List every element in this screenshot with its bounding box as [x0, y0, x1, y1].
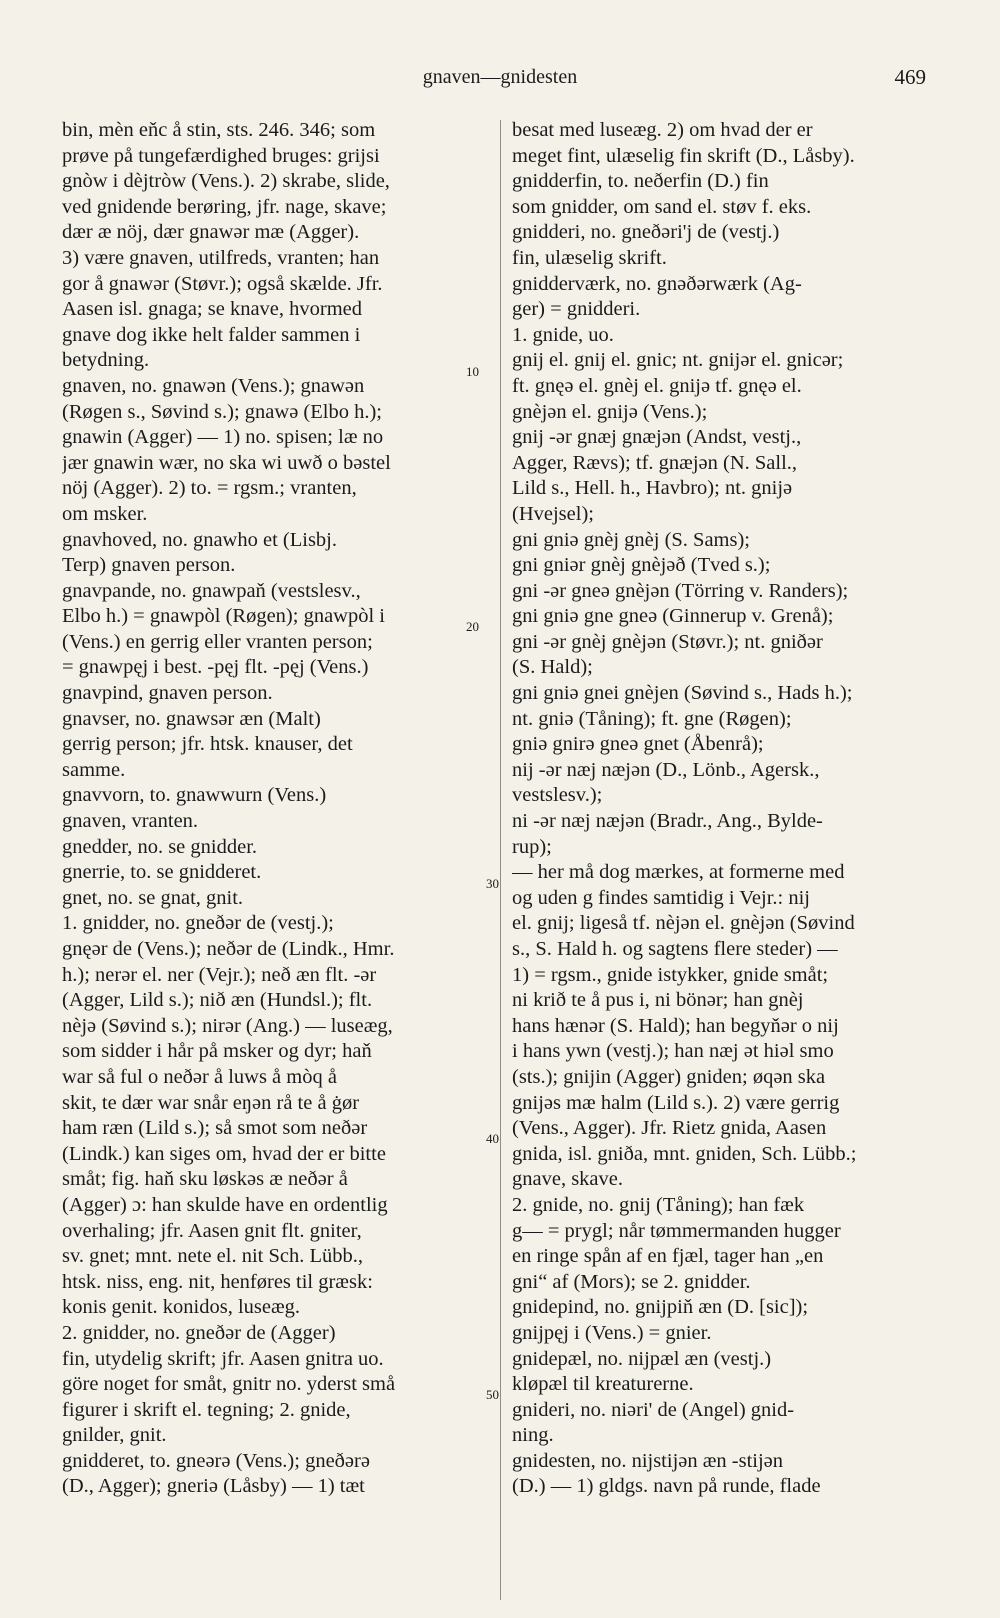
text-line: Lild s., Hell. h., Havbro); nt. gnijə — [512, 477, 793, 500]
text-line: gnòw i dèjtròw (Vens.). 2) skrabe, slide, — [62, 170, 390, 193]
text-line: samme. — [62, 758, 126, 781]
text-line: ni krið te å pus i, ni bönər; han gnèj — [512, 989, 804, 1012]
text-line: gnaven, vranten. — [62, 810, 199, 833]
text-line: (Agger) ɔ: han skulde have en ordentlig — [62, 1193, 388, 1216]
text-line: småt; fig. haň sku løskəs æ neðər å — [62, 1168, 348, 1191]
text-line: gnidesten, no. nijstijən æn -stijən — [512, 1449, 784, 1472]
text-line: gnavvorn, to. gnawwurn (Vens.) — [62, 784, 327, 807]
text-line: gnèjən el. gnijə (Vens.); — [512, 400, 708, 423]
text-line: göre noget for småt, gnitr no. yderst små — [62, 1373, 396, 1396]
text-line: ham ræn (Lild s.); så smot som neðər — [62, 1117, 368, 1140]
text-line: s., S. Hald h. og sagtens flere steder) — — [512, 938, 838, 960]
text-line: (Hvejsel); — [512, 502, 594, 525]
text-line: gnidderi, no. gneðəri'j de (vestj.) — [512, 221, 780, 244]
text-line: el. gnij; ligeså tf. nèjən el. gnèjən (Søvind — [512, 912, 855, 935]
text-line: = gnawpęj i best. -pęj flt. -pęj (Vens.) — [62, 656, 369, 679]
text-line: gni gniə gnei gnèjen (Søvind s., Hads h.); — [512, 682, 853, 705]
text-line: gnet, no. se gnat, gnit. — [62, 886, 244, 909]
text-line: fin, utydelig skrift; jfr. Aasen gnitra uo. — [62, 1347, 384, 1370]
text-line: 1. gnidder, no. gneðər de (vestj.); — [62, 912, 334, 935]
text-line: gnijpęj i (Vens.) = gnier. — [512, 1321, 712, 1344]
line-number: 50 — [486, 1387, 499, 1402]
text-line: (Agger, Lild s.); nið æn (Hundsl.); flt. — [62, 989, 373, 1012]
text-line: 1. gnide, uo. — [512, 323, 614, 346]
text-line: (S. Hald); — [512, 656, 593, 679]
text-line: gnawin (Agger) — 1) no. spisen; læ no — [62, 426, 384, 449]
text-line: gnavhoved, no. gnawho et (Lisbj. — [62, 528, 337, 551]
line-number: 30 — [486, 876, 499, 891]
text-line: g— = prygl; når tømmermanden hugger — [512, 1219, 841, 1242]
text-line: kløpæl til kreaturerne. — [512, 1373, 694, 1396]
text-line: (sts.); gnijin (Agger) gniden; øqən ska — [512, 1065, 826, 1088]
text-line: nij -ər næj næjən (D., Lönb., Agersk., — [512, 758, 820, 781]
text-line: (Vens., Agger). Jfr. Rietz gnida, Aasen — [512, 1117, 827, 1140]
text-line: htsk. niss, eng. nit, henføres til græsk: — [62, 1270, 373, 1293]
text-line: gnave, skave. — [512, 1168, 623, 1191]
text-line: gniə gnirə gneə gnet (Åbenrå); — [512, 733, 764, 756]
text-line: en ringe spån af en fjæl, tager han „en — [512, 1245, 824, 1268]
text-line: gnavpande, no. gnawpaň (vestslesv., — [62, 579, 361, 602]
text-line: gnavser, no. gnawsər æn (Malt) — [62, 707, 321, 730]
left-column — [62, 118, 490, 1500]
text-line: gor å gnawər (Støvr.); også skælde. Jfr. — [62, 272, 383, 295]
text-line: besat med luseæg. 2) om hvad der er — [512, 119, 813, 141]
text-line: ning. — [512, 1424, 554, 1447]
text-line: war så ful o neðər å luws å mòq å — [62, 1065, 337, 1088]
text-line: gnidepæl, no. nijpæl æn (vestj.) — [512, 1347, 772, 1370]
text-line: gnijəs mæ halm (Lild s.). 2) være gerrig — [512, 1091, 840, 1114]
text-line: betydning. — [62, 349, 150, 372]
text-line: fin, ulæselig skrift. — [512, 246, 667, 269]
text-line: hans hænər (S. Hald); han begyňər o nij — [512, 1014, 839, 1037]
text-line: gnidderværk, no. gnəðərwærk (Ag- — [512, 272, 802, 295]
text-line: (D., Agger); gneriə (Låsby) — 1) tæt — [62, 1475, 365, 1498]
text-line: nèjə (Søvind s.); nirər (Ang.) — luseæg, — [62, 1014, 393, 1037]
text-line: jær gnawin wær, no ska wi uwð o bəstel — [62, 451, 391, 474]
text-line: Terp) gnaven person. — [62, 554, 236, 577]
text-line: gnideri, no. niəri' de (Angel) gnid- — [512, 1398, 795, 1421]
text-line: — her må dog mærkes, at formerne med — [512, 861, 845, 884]
page-title: gnaven—gnidesten — [422, 66, 578, 88]
text-line: gnavpind, gnaven person. — [62, 682, 273, 705]
text-line: ger) = gnidderi. — [512, 298, 641, 321]
text-line: gni gniər gnèj gnèjəð (Tved s.); — [512, 554, 771, 577]
line-number: 10 — [466, 364, 479, 379]
text-line: gni gniə gnèj gnèj (S. Sams); — [512, 528, 751, 551]
text-line: gnida, isl. gniða, mnt. gniden, Sch. Lübb.; — [512, 1142, 857, 1165]
column-divider — [500, 120, 501, 1600]
text-line: 3) være gnaven, utilfreds, vranten; han — [62, 246, 380, 269]
text-line: og uden g findes samtidig i Vejr.: nij — [512, 886, 810, 909]
line-number: 20 — [466, 619, 479, 634]
text-line: skit, te dær war snår eŋən rå te å ġør — [62, 1091, 360, 1114]
text-line: 2. gnidder, no. gneðər de (Agger) — [62, 1321, 336, 1344]
text-line: sv. gnet; mnt. nete el. nit Sch. Lübb., — [62, 1245, 364, 1268]
text-line: gni -ər gnèj gnèjən (Støvr.); nt. gniðər — [512, 630, 823, 653]
text-line: ft. gnęə el. gnèj el. gnijə tf. gnęə el. — [512, 374, 802, 397]
text-line: Elbo h.) = gnawpòl (Røgen); gnawpòl i — [62, 605, 385, 628]
text-line: gnęər de (Vens.); neðər de (Lindk., Hmr. — [62, 938, 395, 960]
text-line: gni -ər gneə gnèjən (Törring v. Randers); — [512, 579, 849, 602]
text-line: rup); — [512, 835, 552, 858]
text-line: gnilder, gnit. — [62, 1424, 167, 1447]
text-line: (Røgen s., Søvind s.); gnawə (Elbo h.); — [62, 400, 382, 423]
text-line: nöj (Agger). 2) to. = rgsm.; vranten, — [62, 477, 357, 500]
text-line: ved gnidende berøring, jfr. nage, skave; — [62, 195, 387, 218]
text-line: 1) = rgsm., gnide istykker, gnide småt; — [512, 963, 829, 986]
text-line: konis genit. konidos, luseæg. — [62, 1296, 301, 1319]
page-header — [0, 62, 1000, 92]
text-line: 2. gnide, no. gnij (Tåning); han fæk — [512, 1193, 805, 1216]
text-line: vestslesv.); — [512, 784, 603, 807]
line-number: 40 — [486, 1131, 499, 1146]
right-column — [512, 118, 932, 1500]
text-line: nt. gniə (Tåning); ft. gne (Røgen); — [512, 707, 792, 730]
text-line: prøve på tungefærdighed bruges: grijsi — [62, 144, 380, 167]
text-line: gni gniə gne gneə (Ginnerup v. Grenå); — [512, 605, 834, 628]
text-line: gnaven, no. gnawən (Vens.); gnawən — [62, 374, 365, 397]
text-line: bin, mèn eňc å stin, sts. 246. 346; som — [62, 119, 376, 141]
text-line: ni -ər næj næjən (Bradr., Ang., Bylde- — [512, 810, 823, 833]
text-line: gerrig person; jfr. htsk. knauser, det — [62, 733, 353, 756]
text-line: gnij -ər gnæj gnæjən (Andst, vestj., — [512, 426, 802, 449]
text-line: gni“ af (Mors); se 2. gnidder. — [512, 1270, 751, 1293]
page-number: 469 — [894, 65, 926, 89]
text-line: som gnidder, om sand el. støv f. eks. — [512, 195, 812, 218]
text-line: overhaling; jfr. Aasen gnit flt. gniter, — [62, 1219, 362, 1242]
text-line: gnave dog ikke helt falder sammen i — [62, 323, 361, 346]
text-line: gnij el. gnij el. gnic; nt. gnijər el. gnicər; — [512, 349, 844, 372]
text-line: gnerrie, to. se gnidderet. — [62, 861, 262, 884]
text-line: gnedder, no. se gnidder. — [62, 835, 258, 858]
text-line: Aasen isl. gnaga; se knave, hvormed — [62, 298, 363, 321]
text-line: som sidder i hår på msker og dyr; haň — [62, 1040, 372, 1063]
text-line: gnidepind, no. gnijpiň æn (D. [sic]); — [512, 1296, 809, 1319]
text-line: om msker. — [62, 502, 148, 525]
text-line: figurer i skrift el. tegning; 2. gnide, — [62, 1398, 351, 1421]
text-line: i hans ywn (vestj.); han næj ət hiəl smo — [512, 1040, 834, 1063]
text-line: (Lindk.) kan siges om, hvad der er bitte — [62, 1142, 386, 1165]
text-line: dær æ nöj, dær gnawər mæ (Agger). — [62, 221, 360, 244]
text-line: (D.) — 1) gldgs. navn på runde, flade — [512, 1475, 821, 1498]
text-line: (Vens.) en gerrig eller vranten person; — [62, 630, 373, 653]
text-line: Agger, Rævs); tf. gnæjən (N. Sall., — [512, 451, 798, 474]
text-line: meget fint, ulæselig fin skrift (D., Låsby). — [512, 144, 855, 167]
text-line: h.); nerər el. ner (Vejr.); neð æn flt. -ər — [62, 963, 377, 986]
text-line: gnidderet, to. gneərə (Vens.); gneðərə — [62, 1449, 370, 1472]
text-line: gnidderfin, to. neðerfin (D.) fin — [512, 170, 769, 193]
